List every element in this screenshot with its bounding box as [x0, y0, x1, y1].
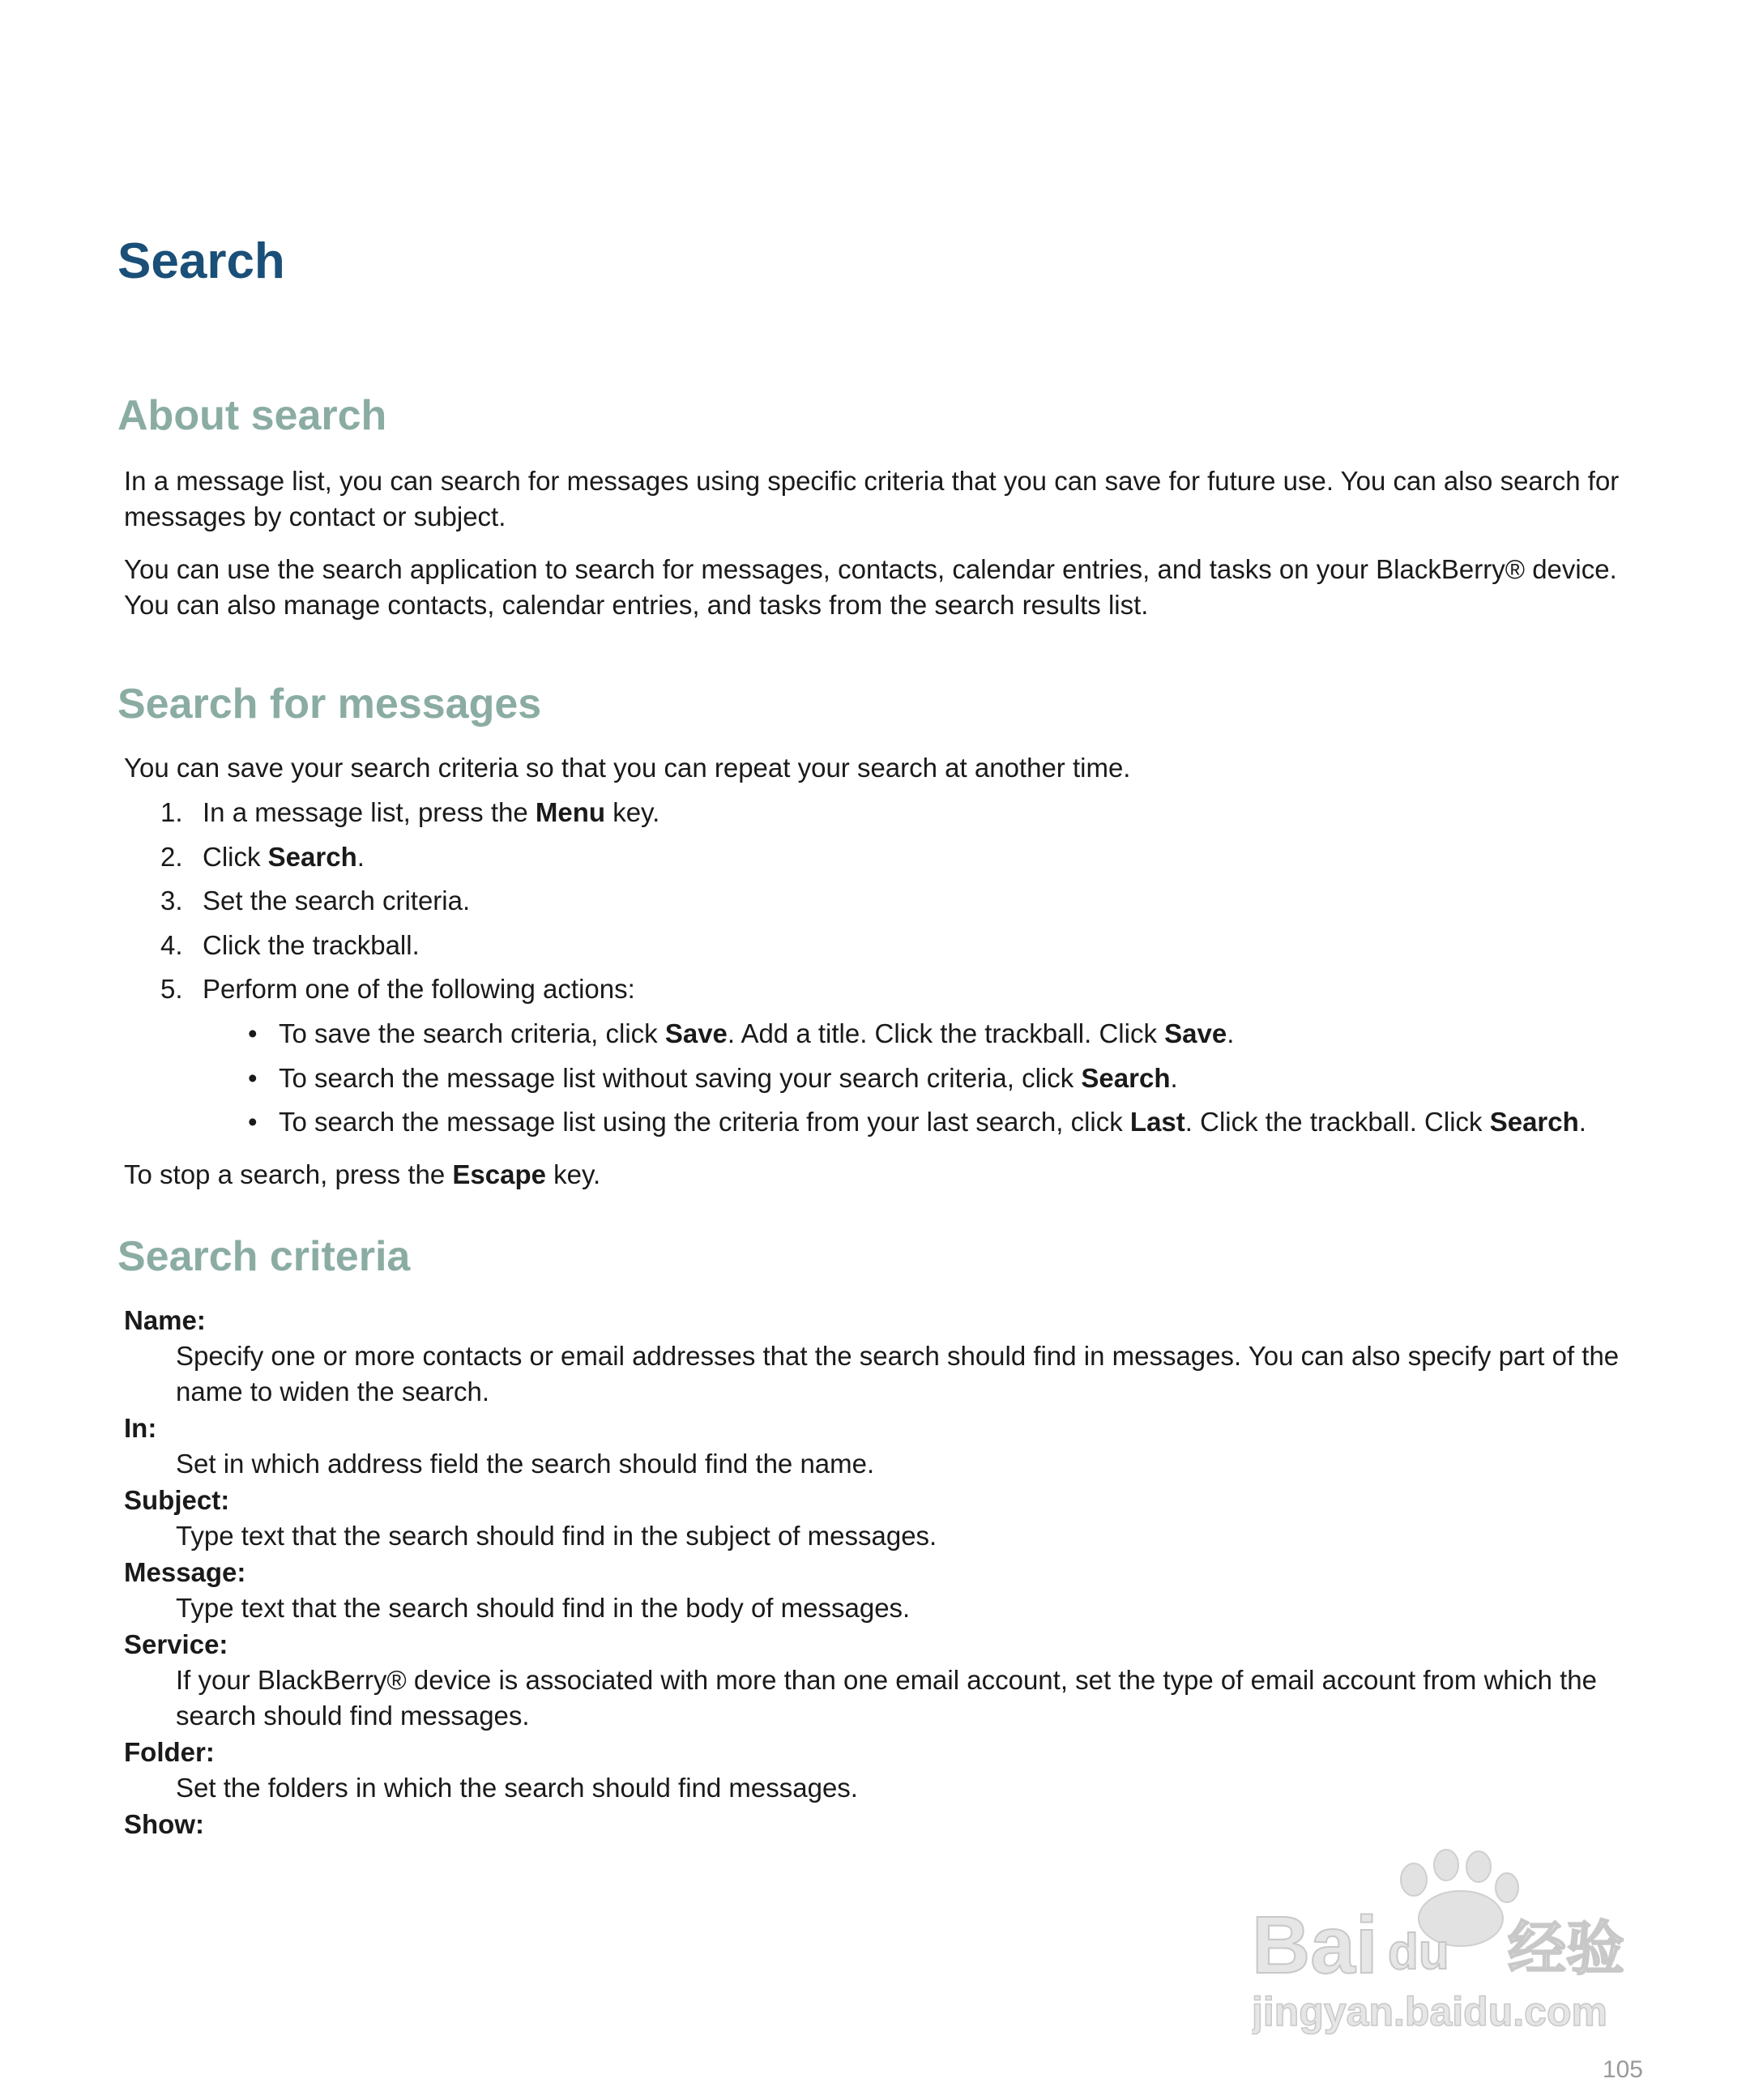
bullet-icon: • — [248, 1018, 258, 1048]
key-name: Escape — [452, 1159, 546, 1189]
action-bullet-last: • To search the message list using the criteria from your last search, click Last. Click the trackball. Click Search. — [248, 1104, 1586, 1140]
step-text: Perform one of the following actions: — [203, 974, 635, 1004]
watermark-url: jingyan.baidu.com — [1252, 1989, 1607, 2034]
menu-item-name: Search — [267, 842, 357, 872]
section-title-about-search: About search — [117, 392, 387, 439]
about-paragraph-1: In a message list, you can search for messages using specific criteria that you can save for future use. You can also search for messages by contact or subject. — [124, 466, 1620, 531]
step-text: Click — [203, 842, 268, 872]
watermark-brand-latin: Bai — [1252, 1900, 1378, 1991]
criteria-def-in: Set in which address field the search should find the name. — [176, 1449, 875, 1479]
bullet-icon: • — [248, 1063, 258, 1093]
baidu-watermark-logo — [1252, 1847, 1657, 2042]
step-text: In a message list, press the — [203, 797, 536, 827]
step-2 — [160, 839, 365, 875]
key-name: Menu — [535, 797, 606, 827]
step-4 — [160, 928, 420, 963]
page-number: 105 — [1602, 2056, 1643, 2083]
step-number: 2. — [160, 842, 183, 872]
step-text: Set the search criteria. — [203, 886, 471, 916]
step-text: key. — [605, 797, 660, 827]
watermark-brand-cn: 经验 — [1508, 1914, 1625, 1983]
criteria-def-service: If your BlackBerry® device is associated with more than one email account, set the type of email account from which the search should find messages. — [176, 1665, 1597, 1731]
section-title-search-for-messages: Search for messages — [117, 681, 542, 728]
chapter-title: Search — [117, 233, 285, 289]
step-3 — [160, 883, 470, 919]
step-number: 1. — [160, 797, 183, 827]
criteria-def-folder: Set the folders in which the search should find messages. — [176, 1773, 858, 1803]
bullet-icon: • — [248, 1107, 258, 1137]
criteria-term-message: Message: — [124, 1557, 246, 1587]
criteria-def-name: Specify one or more contacts or email addresses that the search should find in messages. You can also specify part of the name to widen the search. — [176, 1341, 1620, 1406]
step-5 — [160, 971, 635, 1007]
criteria-term-subject: Subject: — [124, 1485, 230, 1515]
step-text: Click the trackball. — [203, 930, 420, 960]
step-1 — [160, 795, 659, 830]
step-text: . — [356, 842, 365, 872]
about-paragraph-2: You can use the search application to search for messages, contacts, calendar entries, and tasks on your BlackBerry® device. You can also manage contacts, calendar entries, and tasks from the search results list. — [124, 554, 1617, 620]
watermark-brand-du: du — [1388, 1924, 1449, 1980]
action-bullet-search: • To search the message list without saving your search criteria, click Search. — [248, 1061, 1178, 1096]
criteria-term-folder: Folder: — [124, 1737, 215, 1767]
step-number: 4. — [160, 930, 183, 960]
criteria-term-show: Show: — [124, 1809, 204, 1839]
criteria-term-name: Name: — [124, 1305, 206, 1335]
search-intro: You can save your search criteria so that you can repeat your search at another time. — [124, 753, 1131, 783]
criteria-term-service: Service: — [124, 1629, 228, 1659]
action-bullet-save: • To save the search criteria, click Save. Add a title. Click the trackball. Click Save. — [248, 1016, 1234, 1052]
step-number: 5. — [160, 974, 183, 1004]
criteria-term-in: In: — [124, 1413, 157, 1443]
section-title-search-criteria: Search criteria — [117, 1233, 411, 1280]
stop-search-note: To stop a search, press the Escape key. — [124, 1159, 601, 1189]
criteria-def-message: Type text that the search should find in the body of messages. — [176, 1593, 911, 1623]
criteria-def-subject: Type text that the search should find in the subject of messages. — [176, 1521, 937, 1551]
step-number: 3. — [160, 886, 183, 916]
